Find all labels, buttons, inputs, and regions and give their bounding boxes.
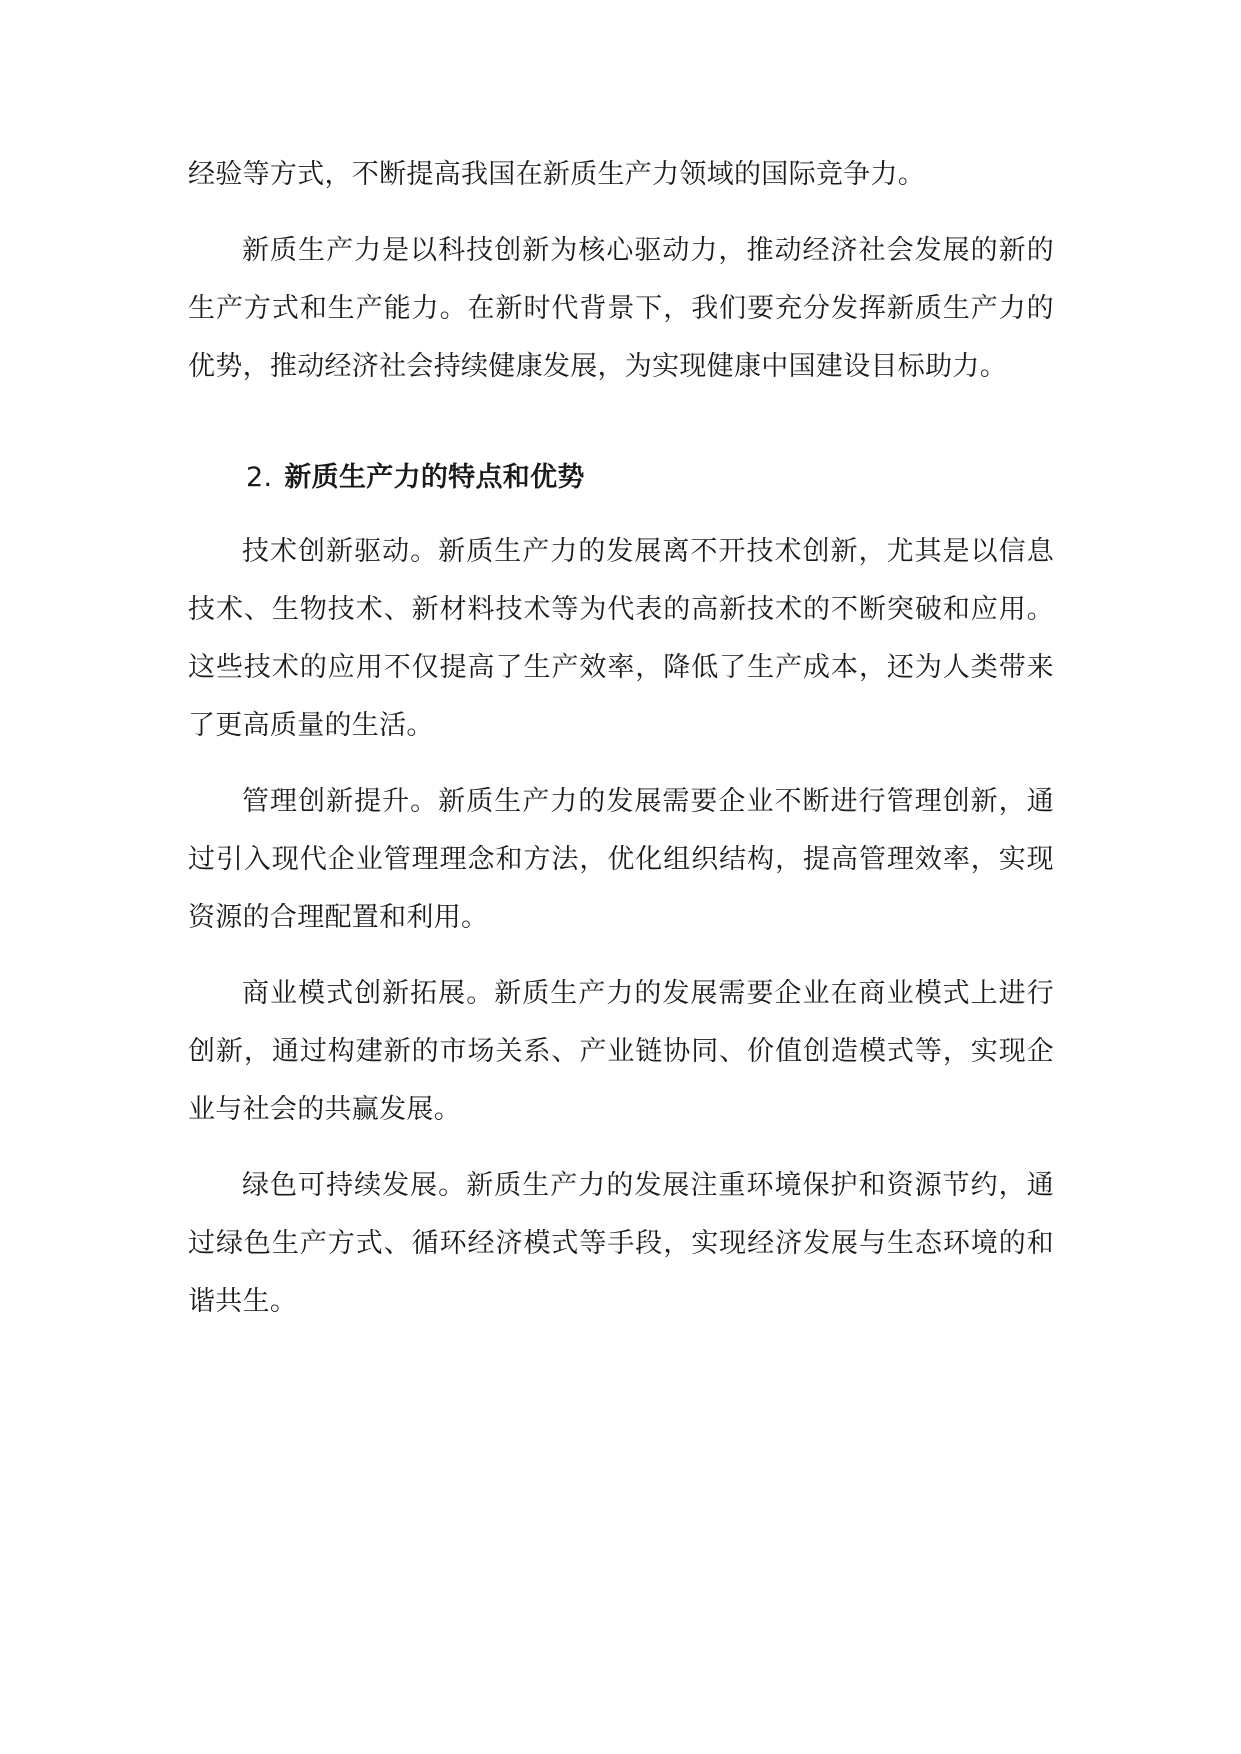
section-number: 2. (246, 462, 273, 493)
document-body (188, 146, 1054, 1349)
paragraph-continued: 经验等方式，不断提高我国在新质生产力领域的国际竞争力。 (188, 159, 926, 190)
paragraph-green-development: 绿色可持续发展。新质生产力的发展注重环境保护和资源节约，通过绿色生产方式、循环经济模式等手段，实现经济发展与生态环境的和谐共生。 (188, 1170, 1054, 1317)
paragraph-business-model: 商业模式创新拓展。新质生产力的发展需要企业在商业模式上进行创新，通过构建新的市场关系、产业链协同、价值创造模式等，实现企业与社会的共赢发展。 (188, 978, 1054, 1125)
paragraph-tech-innovation: 技术创新驱动。新质生产力的发展离不开技术创新，尤其是以信息技术、生物技术、新材料技术等为代表的高新技术的不断突破和应用。这些技术的应用不仅提高了生产效率，降低了生产成本，还为人类带来了更高质量的生活。 (188, 536, 1054, 741)
paragraph-management-innovation: 管理创新提升。新质生产力的发展需要企业不断进行管理创新，通过引入现代企业管理理念和方法，优化组织结构，提高管理效率，实现资源的合理配置和利用。 (188, 786, 1054, 933)
section-title: 新质生产力的特点和优势 (284, 462, 585, 493)
section-heading (188, 449, 1054, 507)
paragraph-intro-summary: 新质生产力是以科技创新为核心驱动力，推动经济社会发展的新的生产方式和生产能力。在新时代背景下，我们要充分发挥新质生产力的优势，推动经济社会持续健康发展，为实现健康中国建设目标助力。 (188, 235, 1054, 382)
